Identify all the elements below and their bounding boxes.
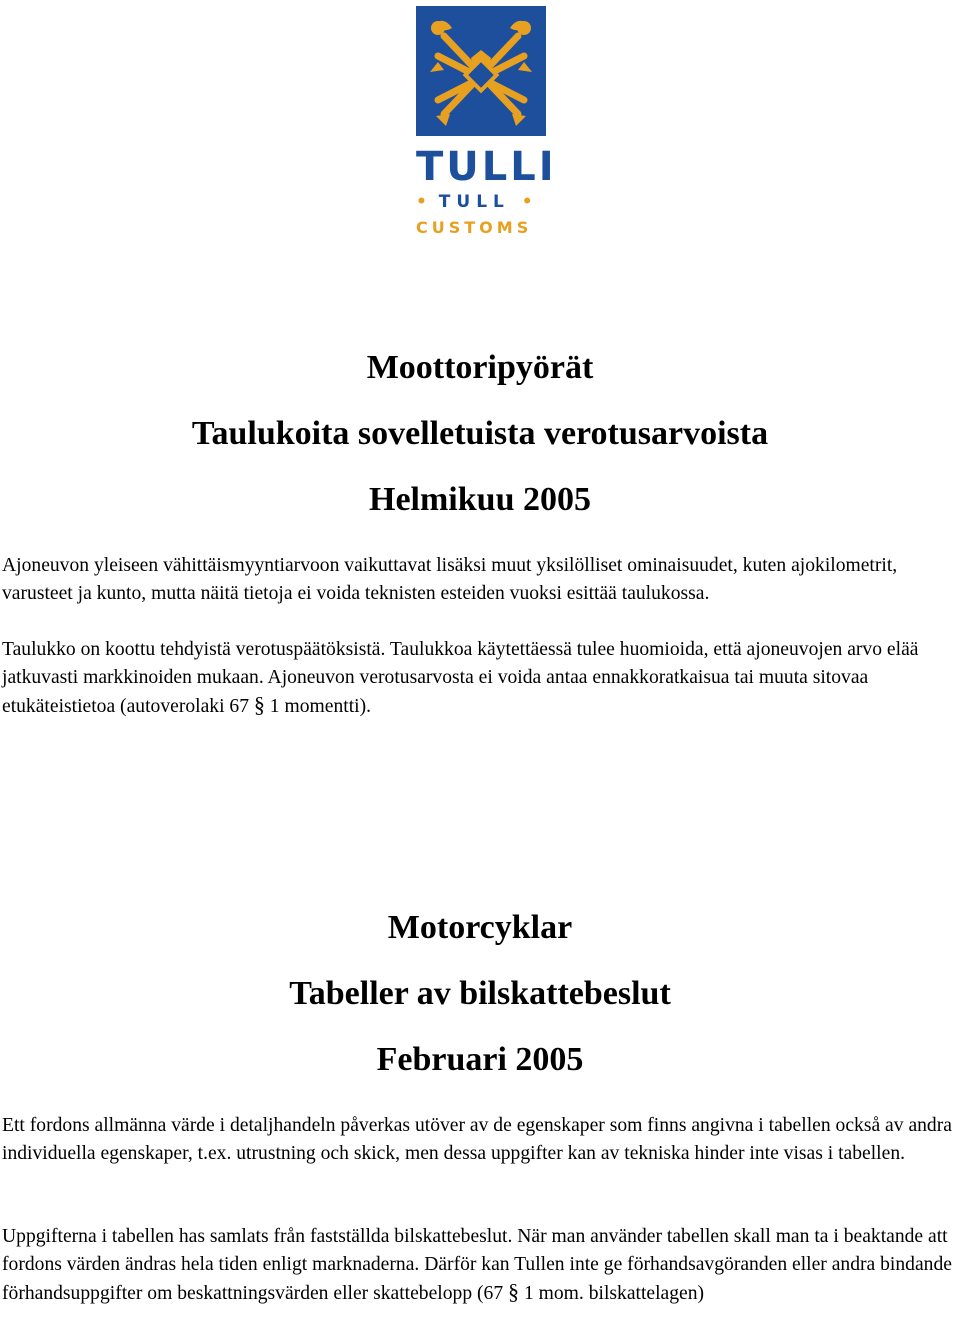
swedish-paragraph-2-text: Uppgifterna i tabellen has samlats från fastställda bilskattebeslut. När man använder tabellen skall man ta i beaktande att fordons värden ändras hela tiden enligt marknaderna. Därför kan Tullen inte ge förhandsavgöranden eller andra bindande förhandsuppgifter om beskattningsvärden eller skattebelopp (67 [2, 1226, 952, 1304]
finnish-date: Helmikuu 2005 [369, 481, 591, 518]
swedish-title: Motorcyklar [387, 909, 573, 946]
swedish-subtitle: Tabeller av bilskattebeslut [289, 975, 671, 1012]
section-sign: § [508, 1279, 520, 1304]
crossed-keys-emblem-icon [416, 6, 546, 136]
finnish-subtitle: Taulukoita sovelletuista verotusarvoista [191, 415, 769, 452]
swedish-date: Februari 2005 [376, 1041, 584, 1078]
logo-wordmark-tull: • TULL • [416, 192, 533, 212]
swedish-paragraph-2-end: 1 mom. bilskattelagen) [519, 1283, 705, 1304]
logo-wordmark-customs: CUSTOMS [416, 218, 533, 237]
finnish-paragraph-2-text: Taulukko on koottu tehdyistä verotuspäätöksistä. Taulukkoa käytettäessä tulee huomioida, että ajoneuvojen arvo elää jatkuvasti markkinoiden mukaan. Ajoneuvon verotusarvosta ei voida antaa ennakkoratkaisua tai muuta sitovaa etukäteistietoa (autoverolaki 67 [2, 639, 919, 717]
logo-tull-text: TULL [438, 192, 510, 212]
finnish-paragraph-2 [2, 636, 958, 721]
swedish-paragraph-2 [2, 1223, 958, 1308]
finnish-paragraph-1: Ajoneuvon yleiseen vähittäismyyntiarvoon vaikuttavat lisäksi muut yksilölliset ominaisuudet, kuten ajokilometrit, varusteet ja kunto, mutta näitä tietoja ei voida teknisten esteiden vuoksi esittää taulukossa. [2, 555, 898, 604]
logo-wordmark-tulli: TULLI [416, 144, 557, 190]
swedish-paragraph-1: Ett fordons allmänna värde i detaljhandeln påverkas utöver av de egenskaper som finns angivna i tabellen också av andra individuella egenskaper, t.ex. utrustning och skick, men dessa uppgifter kan av tekniska hinder inte visas i tabellen. [2, 1115, 952, 1164]
finnish-paragraph-2-end: 1 momentti). [264, 696, 372, 717]
section-sign: § [253, 692, 265, 717]
customs-emblem [416, 6, 546, 136]
finnish-title: Moottoripyörät [366, 349, 594, 386]
